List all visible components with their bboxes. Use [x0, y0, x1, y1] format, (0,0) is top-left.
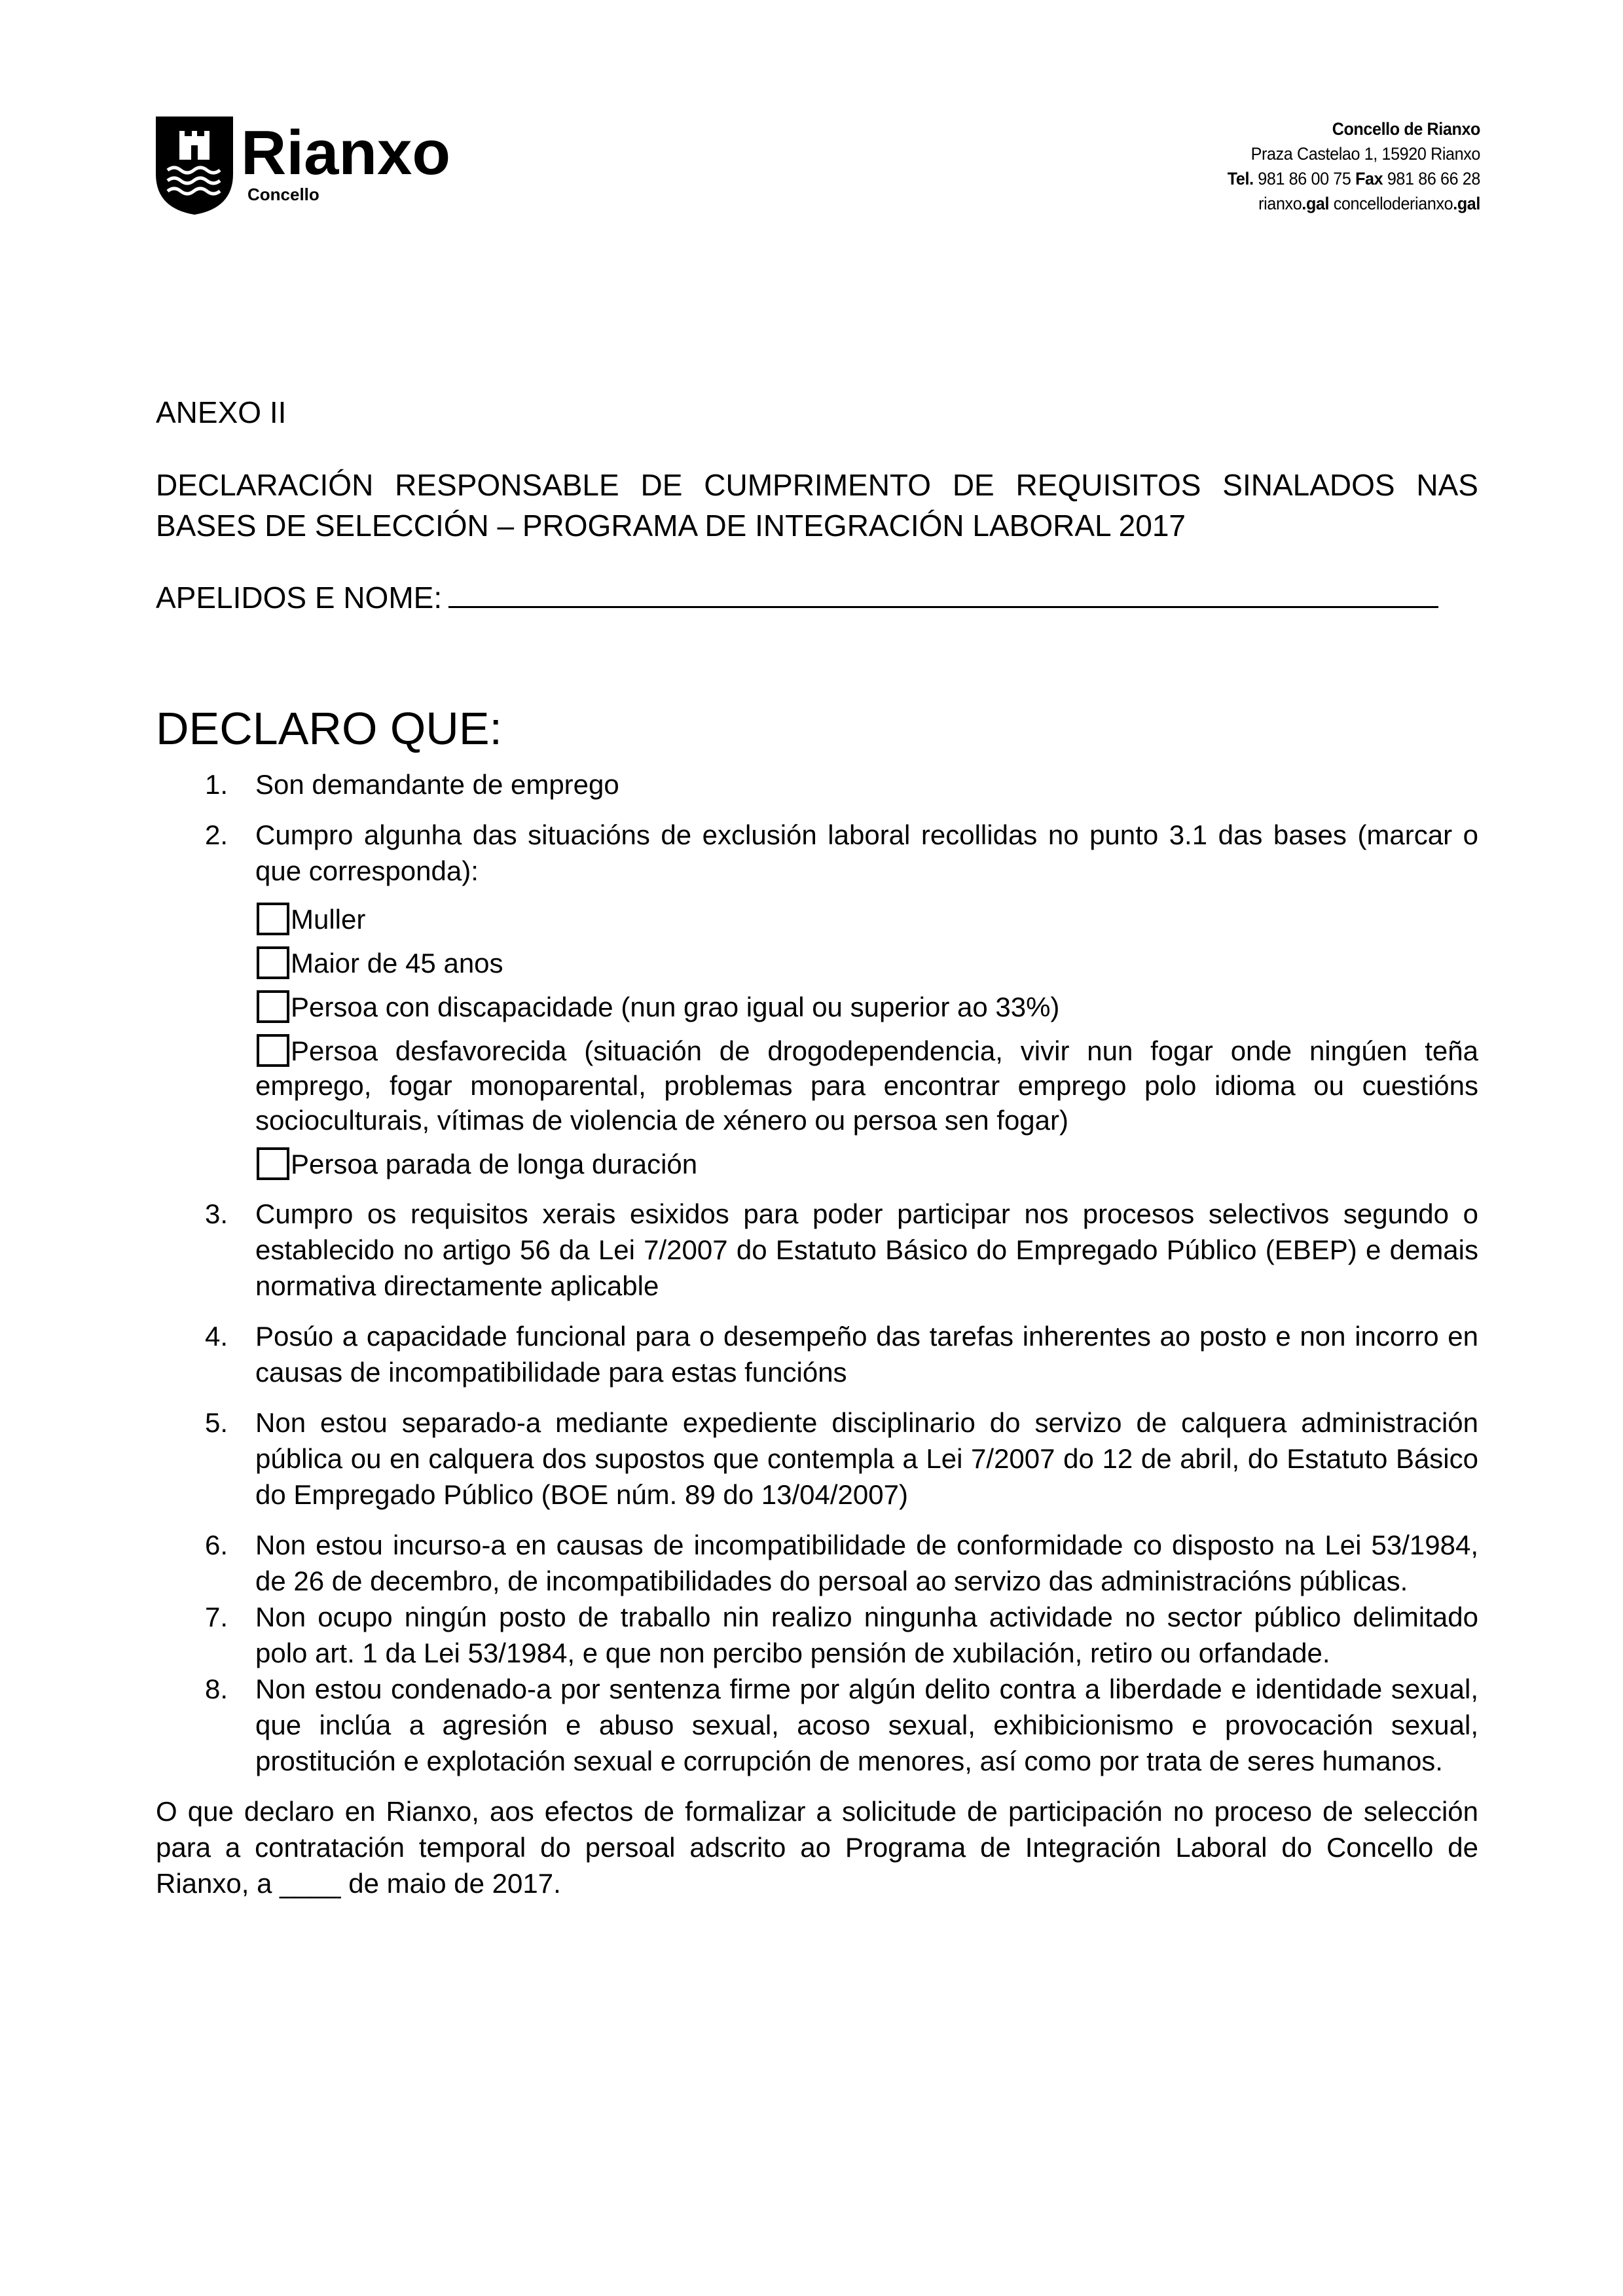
list-item — [156, 1599, 1478, 1671]
checkbox[interactable] — [257, 990, 289, 1023]
closing-paragraph: O que declaro en Rianxo, aos efectos de formalizar a solicitude de participación no proceso de selección para a contratación temporal do persoal adscrito ao Programa de Integración Laboral do Concello de Rianxo, a ____ de maio de 2017. — [156, 1796, 1478, 1899]
document-body — [156, 393, 1478, 1901]
option-label: Persoa parada de longa duración — [291, 1149, 698, 1179]
web-line — [932, 191, 1480, 216]
option-label: Persoa desfavorecida (situación de drogodependencia, vivir nun fogar onde ningúen teña emprego, fogar monoparental, problemas para encontrar emprego polo idioma ou cuestións socioculturais, vítimas de violencia de xénero ou persoa sen fogar) — [255, 1035, 1478, 1136]
fax-label: Fax — [1355, 169, 1383, 188]
web2-post: .gal — [1453, 194, 1480, 213]
option-label: Persoa con discapacidade (nun grao igual ou superior ao 33%) — [291, 992, 1060, 1022]
list-item — [156, 1318, 1478, 1390]
web1-post: .gal — [1302, 194, 1330, 213]
item-number: 6. — [205, 1530, 228, 1560]
list-item — [156, 1671, 1478, 1779]
name-blank-line[interactable] — [448, 577, 1438, 608]
declaration-list — [156, 766, 1478, 1779]
org-name: Concello de Rianxo — [1332, 119, 1480, 139]
list-item — [156, 1196, 1478, 1304]
item-number: 3. — [205, 1198, 228, 1229]
option-label: Muller — [291, 904, 366, 935]
checkbox[interactable] — [257, 1034, 289, 1067]
option-label: Maior de 45 anos — [291, 948, 503, 978]
item-number: 7. — [205, 1602, 228, 1632]
web2-pre: concelloderianxo — [1333, 194, 1453, 213]
item-number: 4. — [205, 1321, 228, 1352]
item-text: Non estou separado-a mediante expediente disciplinario do servizo de calquera administración pública ou en calquera dos supostos que contempla a Lei 7/2007 do 12 de abril, do Estatuto Básico do Empregado Público (BOE núm. 89 do 13/04/2007) — [255, 1407, 1478, 1510]
logo-sub: Concello — [247, 185, 319, 204]
checkbox[interactable] — [257, 946, 289, 979]
list-item — [156, 817, 1478, 1181]
item-text: Cumpro algunha das situacións de exclusión laboral recollidas no punto 3.1 das bases (marcar o que corresponda): — [255, 819, 1478, 886]
name-label: APELIDOS E NOME: — [156, 581, 443, 615]
item-text: Son demandante de emprego — [255, 769, 619, 800]
tel-value: 981 86 00 75 — [1258, 169, 1351, 188]
option-maior-45 — [255, 946, 1478, 980]
options-list — [255, 902, 1478, 1181]
tel-label: Tel. — [1227, 169, 1254, 188]
name-field — [156, 577, 1478, 617]
contact-block — [932, 117, 1480, 216]
checkbox[interactable] — [257, 1147, 289, 1180]
address: Praza Castelao 1, 15920 Rianxo — [1250, 144, 1480, 164]
item-text: Non estou incurso-a en causas de incompatibilidade de conformidade co disposto na Lei 53/1984, de 26 de decembro, de incompatibilidades do persoal ao servizo das administracións públicas. — [255, 1530, 1478, 1596]
list-item — [156, 1527, 1478, 1599]
phone-line — [932, 166, 1480, 191]
item-number: 8. — [205, 1674, 228, 1704]
item-number: 5. — [205, 1407, 228, 1438]
item-text: Non estou condenado-a por sentenza firme por algún delito contra a liberdade e identidade sexual, que inclúa a agresión e abuso sexual, acoso sexual, exhibicionismo e provocación sexual, prostitución e explotación sexual e corrupción de menores, así como por trata de seres humanos. — [255, 1674, 1478, 1776]
item-text: Posúo a capacidade funcional para o desempeño das tarefas inherentes ao posto e non incorro en causas de incompatibilidade para estas funcións — [255, 1321, 1478, 1388]
web1-pre: rianxo — [1258, 194, 1302, 213]
item-text: Non ocupo ningún posto de traballo nin realizo ningunha actividade no sector público delimitado polo art. 1 da Lei 53/1984, e que non percibo pensión de xubilación, retiro ou orfandade. — [255, 1602, 1478, 1668]
list-item — [156, 766, 1478, 802]
option-parada — [255, 1147, 1478, 1181]
annex-label: ANEXO II — [156, 395, 287, 429]
option-discapacidade — [255, 990, 1478, 1024]
item-text: Cumpro os requisitos xerais esixidos para poder participar nos procesos selectivos segundo o establecido no artigo 56 da Lei 7/2007 do Estatuto Básico do Empregado Público (EBEP) e demais normativa directamente aplicable — [255, 1198, 1478, 1301]
option-muller — [255, 902, 1478, 937]
item-number: 1. — [205, 769, 228, 800]
fax-value: 981 86 66 28 — [1387, 169, 1480, 188]
option-desfavorecida — [255, 1033, 1478, 1138]
list-item — [156, 1405, 1478, 1513]
document-title: DECLARACIÓN RESPONSABLE DE CUMPRIMENTO DE REQUISITOS SINALADOS NAS BASES DE SELECCIÓN – PROGRAMA DE INTEGRACIÓN LABORAL 2017 — [156, 468, 1478, 543]
item-number: 2. — [205, 819, 228, 850]
checkbox[interactable] — [257, 903, 289, 935]
declaro-heading: DECLARO QUE: — [156, 703, 502, 754]
logo-name: Rianxo — [241, 118, 451, 188]
rianxo-logo — [156, 117, 522, 215]
